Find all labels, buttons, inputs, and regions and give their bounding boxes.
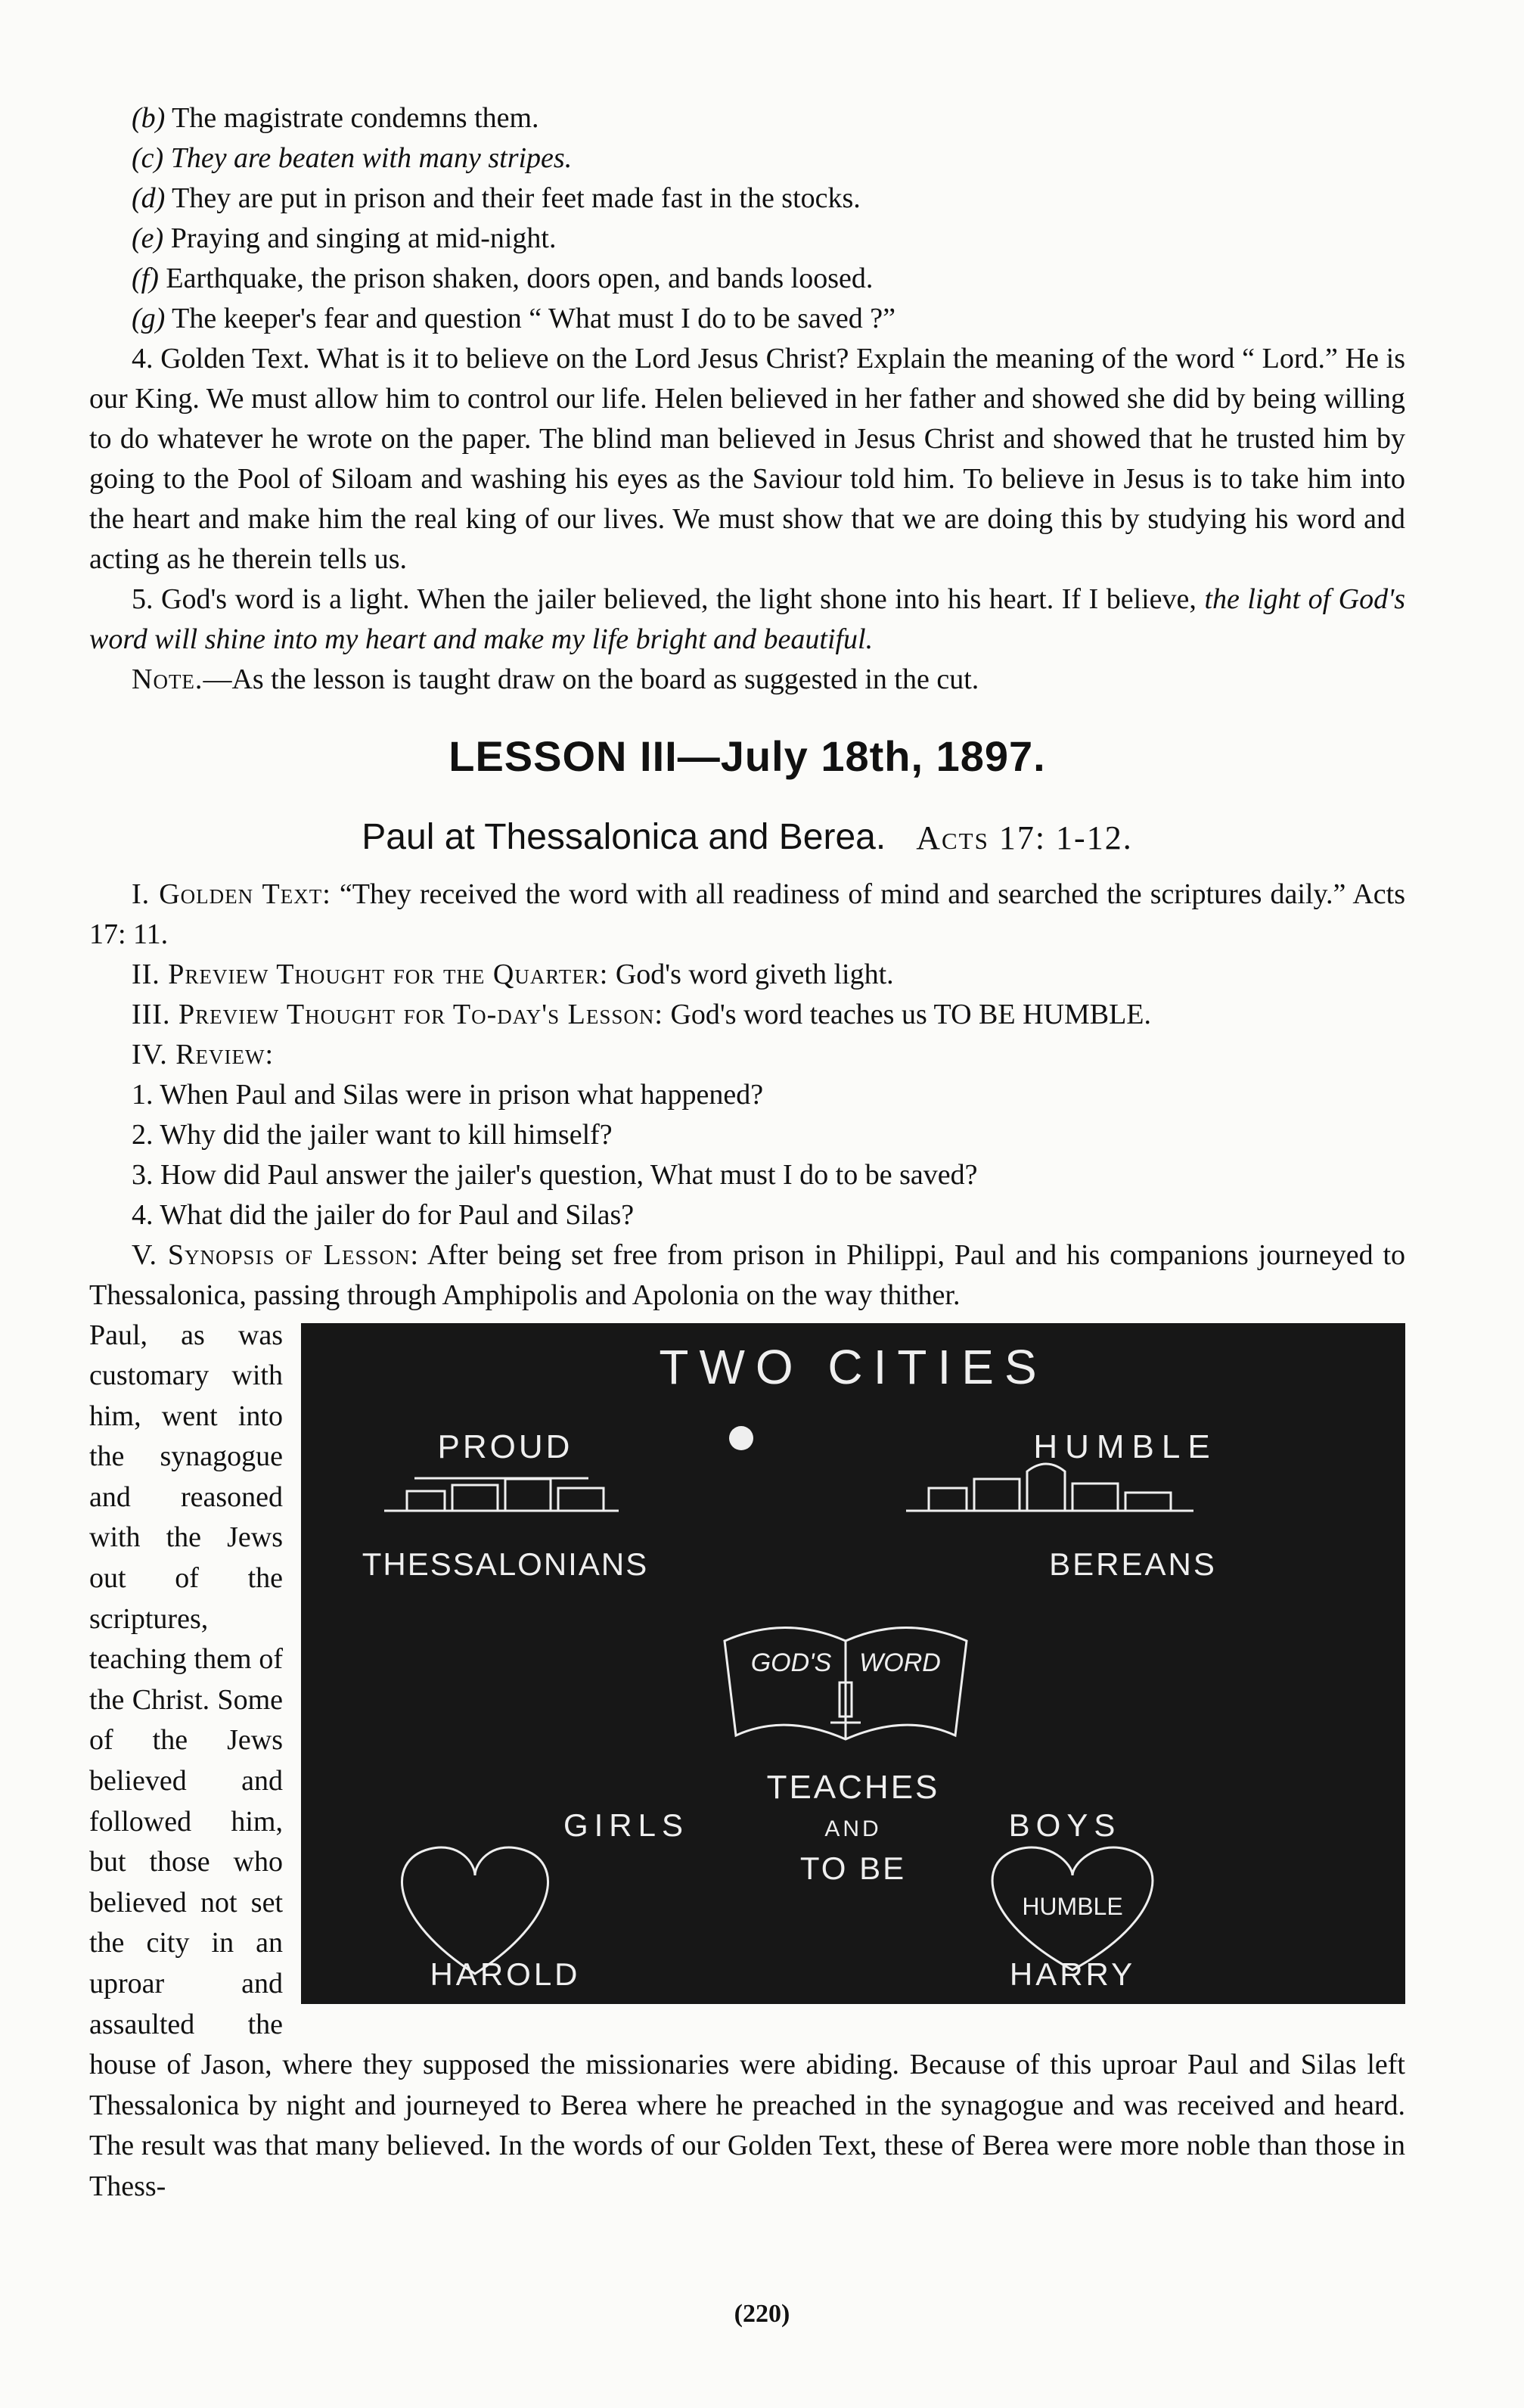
review-heading: IV. Review: [132,1038,275,1070]
document-page [89,98,1405,2208]
list-item: (f) Earthquake, the prison shaken, doors open, and bands loosed. [132,263,874,294]
cut-harold: HAROLD [430,1956,581,1992]
note-paragraph: Note.—As the lesson is taught draw on the board as suggested in the cut. [132,663,979,695]
review-item: 2. Why did the jailer want to kill himself? [132,1118,613,1151]
lesson-subtitle: Paul at Thessalonica and Berea. Acts 17: 1-12. [362,816,1133,857]
cut-heading: TWO CITIES [659,1339,1048,1394]
lamp-icon [729,1426,753,1450]
cut-book-left: GOD'S [750,1648,832,1677]
list-item: (e) Praying and singing at mid-night. [132,222,557,254]
list-item: (b) The magistrate condemns them. [132,102,539,134]
synopsis-wrap [89,1316,1405,2208]
preview-today: III. Preview Thought for To-day's Lesson: God's word teaches us TO BE HUMBLE. [132,998,1152,1030]
synopsis-wrapped-text: Paul, as was customary with him, went into the synagogue and reasoned with the Jews out of the scriptures, teaching them of the Christ. Some of the Jews believed and followed him, but those who believed not set the city in an uproar and assaulted the house of Jason, where they supposed the missionaries were abiding. Because of this uproar Paul and Silas left Thessalonica by night and journeyed to Berea where he preached in the synagogue and was received and heard. The result was that many believed. In the words of our Golden Text, these of Berea were more noble than those in Thess- [89,1319,1405,2202]
cut-bereans: BEREANS [1049,1546,1217,1582]
paragraph-4: 4. Golden Text. What is it to believe on the Lord Jesus Christ? Explain the meaning of the word “ Lord.” He is our King. We must allow him to control our life. Helen believed in her father and showed she did by being willing to do whatever he wrote on the paper. The blind man believed in Jesus Christ and showed that he trusted him by going to the Pool of Siloam and washing his eyes as the Saviour told him. To believe in Jesus is to take him into the heart and make him the real king of our lives. We must show that we are doing this by studying his word and acting as he therein tells us. [89,343,1405,575]
lesson-title: LESSON III—July 18th, 1897. [449,732,1046,780]
cut-harry: HARRY [1009,1956,1136,1992]
cut-thessalonians: THESSALONIANS [362,1546,649,1582]
cut-to-be: TO BE [799,1850,907,1886]
preview-quarter: II. Preview Thought for the Quarter: God's word giveth light. [132,958,894,990]
cut-book-right: WORD [859,1648,941,1677]
review-item: 4. What did the jailer do for Paul and Silas? [132,1198,635,1231]
review-item: 3. How did Paul answer the jailer's question, What must I do to be saved? [132,1158,978,1191]
list-item: (d) They are put in prison and their feet made fast in the stocks. [132,182,861,214]
cut-girls: GIRLS [563,1807,690,1843]
cut-and: AND [824,1816,882,1841]
list-item: (g) The keeper's fear and question “ What must I do to be saved ?” [132,303,895,334]
blackboard-illustration [301,1323,1405,2004]
review-item: 1. When Paul and Silas were in prison what happened? [132,1078,764,1111]
paragraph-5: 5. God's word is a light. When the jailer believed, the light shone into his heart. If I believe, the light of God's word will shine into my heart and make my life bright and beautiful. [89,583,1405,655]
cut-teaches: TEACHES [766,1768,940,1806]
page-number: (220) [734,2300,790,2328]
top-list [89,98,1405,339]
cut-humble: HUMBLE [1033,1428,1218,1465]
list-item: (c) They are beaten with many stripes. [132,142,573,174]
blackboard-drawing [301,1323,1405,2004]
cut-heart-humble: HUMBLE [1022,1892,1123,1920]
cut-boys: BOYS [1008,1807,1122,1843]
synopsis-intro: V. Synopsis of Lesson: After being set free from prison in Philippi, Paul and his companions journeyed to Thessalonica, passing through Amphipolis and Apolonia on the way thither. [89,1238,1406,1311]
golden-text: I. Golden Text: “They received the word with all readiness of mind and searched the scriptures daily.” Acts 17: 11. [89,878,1405,950]
cut-proud: PROUD [437,1428,573,1465]
